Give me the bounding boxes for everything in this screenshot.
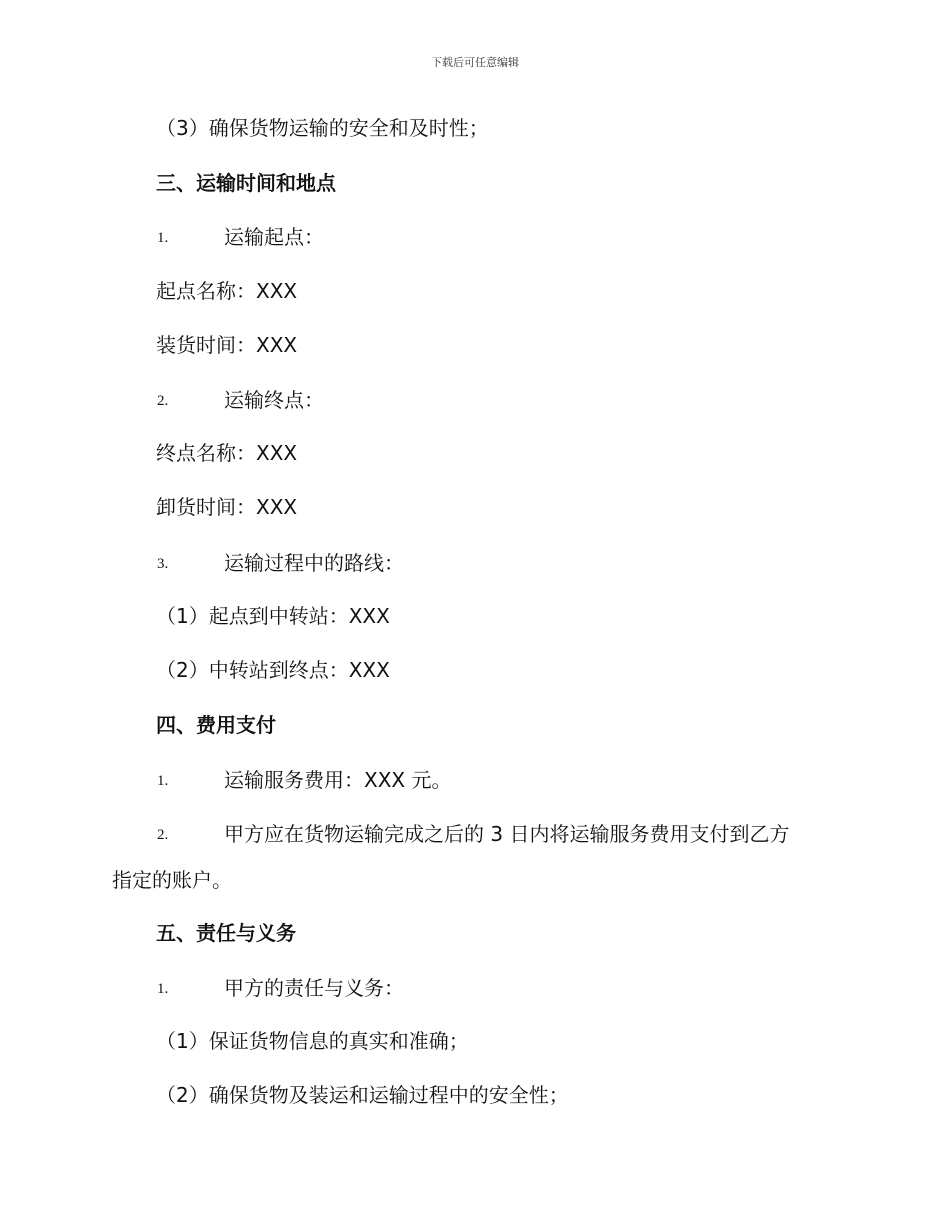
- list-item-text: 甲方的责任与义务：: [224, 976, 404, 1000]
- paragraph-continuation: 指定的账户。: [112, 868, 232, 892]
- origin-name: 起点名称：XXX: [156, 279, 298, 303]
- route-item-2: （2）中转站到终点：XXX: [156, 658, 390, 682]
- list-item-text: 运输终点：: [224, 388, 324, 412]
- duty-item-2: （2）确保货物及装运和运输过程中的安全性；: [156, 1083, 569, 1107]
- duty-item-1: （1）保证货物信息的真实和准确；: [156, 1029, 469, 1053]
- page-header: 下载后可任意编辑: [431, 56, 519, 69]
- list-number: 2.: [157, 393, 169, 409]
- list-item-text: 甲方应在货物运输完成之后的 3 日内将运输服务费用支付到乙方: [224, 822, 790, 846]
- list-number: 1.: [157, 773, 169, 789]
- list-number: 1.: [157, 230, 169, 246]
- destination-name: 终点名称：XXX: [156, 441, 298, 465]
- list-number: 1.: [157, 981, 169, 997]
- list-item-text: 运输过程中的路线：: [224, 551, 404, 575]
- list-item-text: 运输服务费用：XXX 元。: [224, 768, 452, 792]
- list-number: 3.: [157, 556, 169, 572]
- section-heading-4: 四、费用支付: [156, 713, 276, 737]
- item-3-safety: （3）确保货物运输的安全和及时性；: [156, 116, 489, 140]
- route-item-1: （1）起点到中转站：XXX: [156, 604, 390, 628]
- loading-time: 装货时间：XXX: [156, 333, 298, 357]
- unloading-time: 卸货时间：XXX: [156, 495, 298, 519]
- section-heading-5: 五、责任与义务: [156, 921, 296, 945]
- section-heading-3: 三、运输时间和地点: [156, 171, 336, 195]
- list-item-text: 运输起点：: [224, 225, 324, 249]
- list-number: 2.: [157, 827, 169, 843]
